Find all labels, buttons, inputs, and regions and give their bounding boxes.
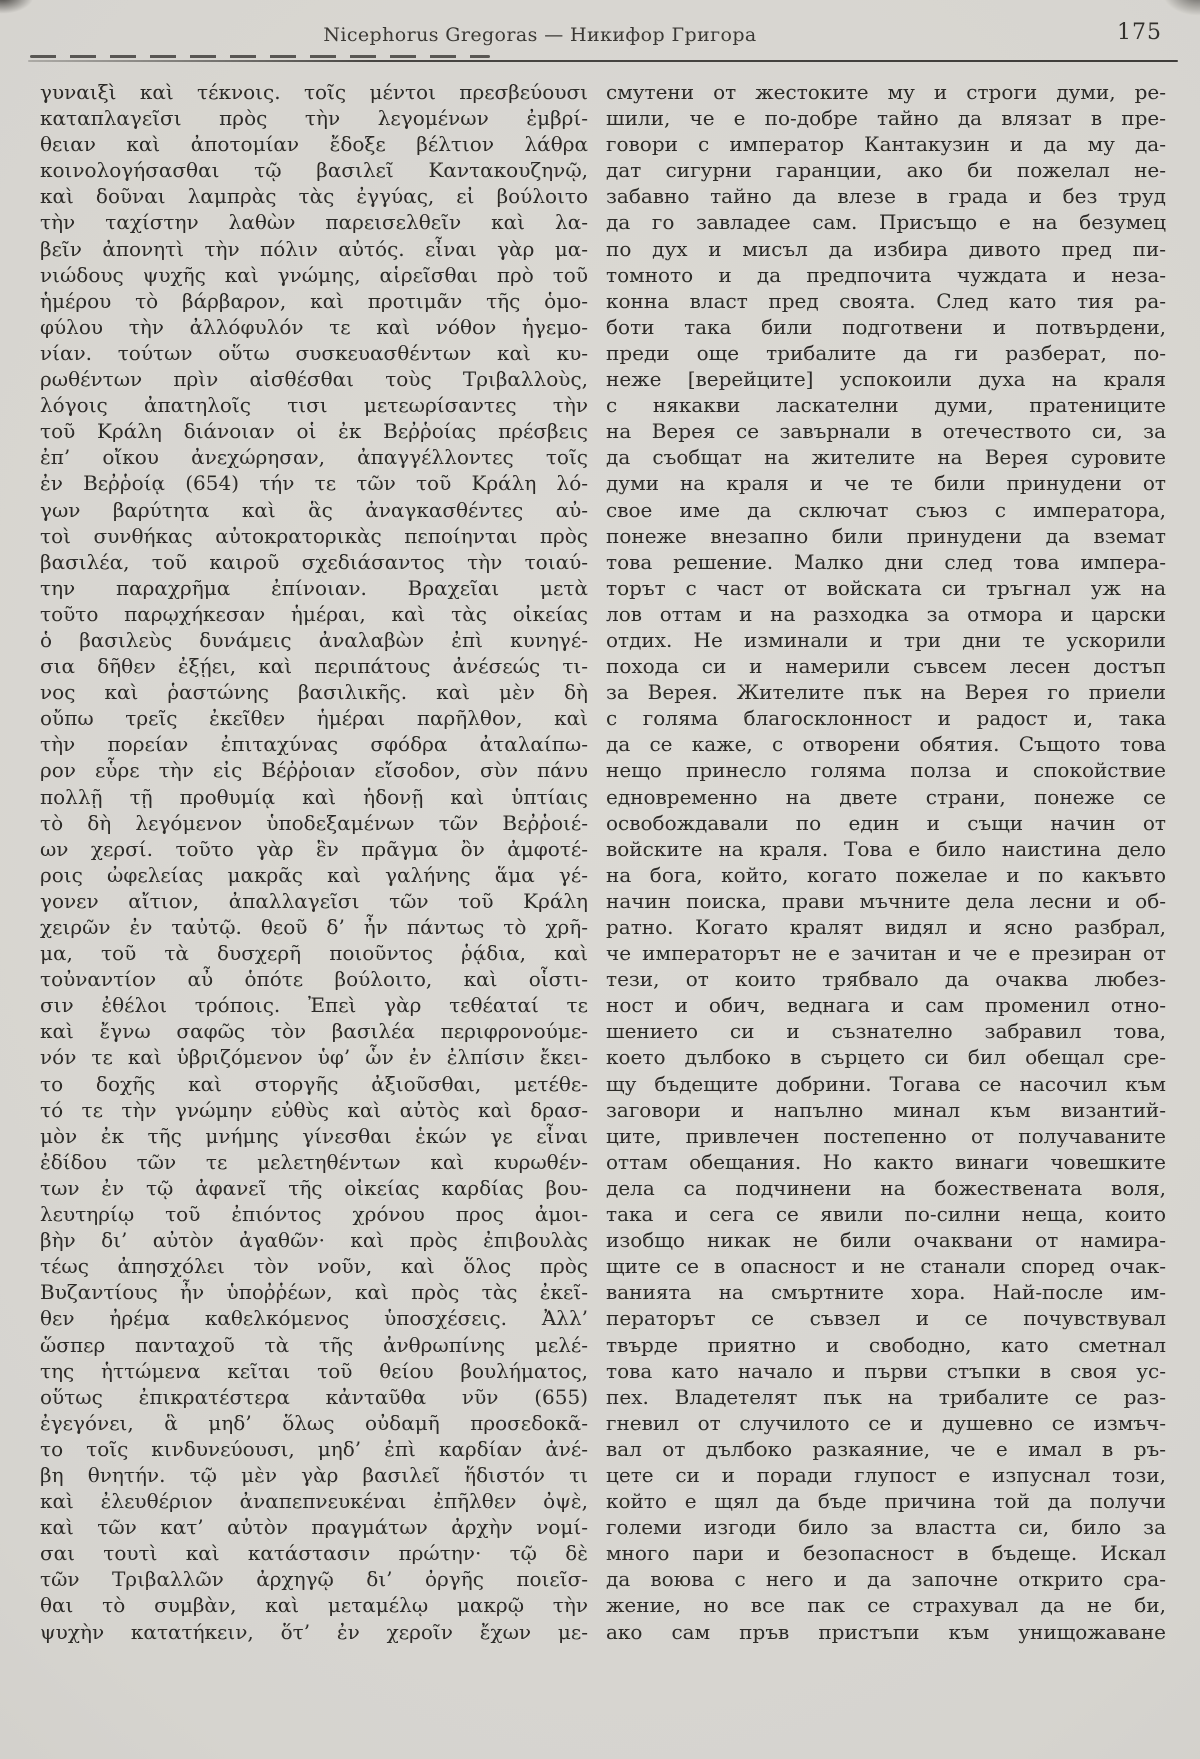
text-line: торът с част от войската си тръгнал уж на xyxy=(606,575,1166,600)
text-line: το δοχῆς καὶ στοργῆς ἀξιοῦσθαι, μετέθε- xyxy=(40,1071,588,1096)
text-line: свое име да сключат съюз с императора, xyxy=(606,497,1166,522)
text-line: λόγοις ἀπατηλοῖς τισι μετεωρίσαντες τὴν xyxy=(40,393,588,418)
text-line: начин поиска, прави мъчните дела лесни и об- xyxy=(606,888,1166,913)
text-line: за Верея. Жителите пък на Верея го приели xyxy=(606,680,1166,705)
text-line: κοινολογήσασθαι τῷ βασιλεῖ Καντακουζηνῷ, xyxy=(40,158,588,183)
text-line: да съобщат на жителите на Верея суровите xyxy=(606,445,1166,470)
text-line: ἐπ’ οἴκου ἀνεχώρησαν, ἀπαγγέλλοντες τοῖς xyxy=(40,445,588,470)
text-line: дела са подчинени на божествената воля, xyxy=(606,1175,1166,1200)
text-line: преди още трибалите да ги разберат, по- xyxy=(606,340,1166,365)
text-line: понеже внезапно били принудени да вземат xyxy=(606,523,1166,548)
page-header xyxy=(0,0,1200,66)
text-line: войските на краля. Това е било наистина дело xyxy=(606,836,1166,861)
text-line: βεῖν ἀπονητὶ τὴν πόλιν αὐτός. εἶναι γὰρ μα- xyxy=(40,236,588,261)
text-line: който е щял да бъде причина той да получи xyxy=(606,1489,1166,1514)
running-title: Nicephorus Gregoras — Никифор Григора xyxy=(323,24,757,46)
text-line: νόν τε καὶ ὑβριζόμενον ὑφ’ ὧν ἐν ἐλπίσιν ἔκει- xyxy=(40,1045,588,1070)
text-line: шили, че е по-добре тайно да влязат в пре- xyxy=(606,106,1166,131)
text-line: καὶ τῶν κατ’ αὐτὸν πραγμάτων ἀρχὴν νομί- xyxy=(40,1515,588,1540)
text-line: шението си и съзнателно забравил това, xyxy=(606,1019,1166,1044)
text-line: τό τε τὴν γνώμην εὐθὺς καὶ αὐτὸς καὶ δρασ- xyxy=(40,1097,588,1122)
text-line: ρον εὗρε τὴν εἰς Βέῤῥοιαν εἴσοδον, σὺν πάνυ xyxy=(40,758,588,783)
text-line: χειρῶν ἐν ταὐτῷ. θεοῦ δ’ ἦν πάντως τὸ χρῆ- xyxy=(40,915,588,939)
text-line: жение, но все пак се страхувал да не би, xyxy=(606,1593,1166,1618)
text-line: ратно. Когато кралят видял и ясно разбрал, xyxy=(606,915,1166,939)
text-line: твърде приятно и свободно, като сметнал xyxy=(606,1332,1166,1357)
text-line: ако сам пръв пристъпи към унищожаване xyxy=(606,1619,1166,1644)
header-rule xyxy=(28,60,1178,62)
text-line: с някакви ласкателни думи, пратениците xyxy=(606,393,1166,418)
text-line: βασιλέα, τοῦ καιροῦ σχεδιάσαντος τὴν τοιαύ- xyxy=(40,549,588,574)
text-line: τῶν Τριβαλλῶν ἀρχηγῷ δι’ ὀργῆς ποιεῖσ- xyxy=(40,1567,588,1592)
text-line: томното и да предпочита чуждата и неза- xyxy=(606,262,1166,287)
text-line: да се каже, с отворени обятия. Същото това xyxy=(606,732,1166,757)
text-line: това решение. Малко дни след това импера- xyxy=(606,549,1166,574)
text-line: това като начало и първи стъпки в своя ус- xyxy=(606,1358,1166,1383)
text-line: καταπλαγεῖσι πρὸς τὴν λεγομένων ἐμβρί- xyxy=(40,106,588,131)
text-line: пех. Владетелят пък на трибалите се раз- xyxy=(606,1384,1166,1409)
header-rule-dashed xyxy=(30,55,490,58)
text-line: тези, от които трябвало да очаква любез- xyxy=(606,967,1166,992)
text-line: ὥσπερ πανταχοῦ τὰ τῆς ἀνθρωπίνης μελέ- xyxy=(40,1332,588,1357)
text-line: по дух и мисъл да избира дивото пред пи- xyxy=(606,236,1166,261)
bulgarian-text-column xyxy=(606,79,1166,1645)
text-line: μα, τοῦ τὰ δυσχερῆ ποιοῦντος ῥᾴδια, καὶ xyxy=(40,941,588,966)
text-line: забавно тайно да влезе в града и без труд xyxy=(606,184,1166,209)
text-line: говори с император Кантакузин и да му да- xyxy=(606,132,1166,157)
text-line: лов оттам и на разходка за отмора и царски xyxy=(606,601,1166,626)
text-line: конна власт пред своята. След като тия ра- xyxy=(606,288,1166,313)
text-line: νίαν. τούτων οὕτω συσκευασθέντων καὶ κυ- xyxy=(40,340,588,365)
text-line: нещо принесло голяма полза и спокойствие xyxy=(606,758,1166,783)
text-line: οὔπω τρεῖς ἐκεῖθεν ἡμέραι παρῆλθον, καὶ xyxy=(40,706,588,731)
text-line: φύλου τὴν ἀλλόφυλόν τε καὶ νόθον ἡγεμο- xyxy=(40,314,588,339)
text-line: гневил от случилото се и душевно се измъч- xyxy=(606,1410,1166,1435)
text-line: заговори и напълно минал към византий- xyxy=(606,1097,1166,1122)
text-line: боти така били подготвени и потвърдени, xyxy=(606,314,1166,339)
text-line: цете си и поради глупост е изпуснал този, xyxy=(606,1462,1166,1487)
text-line: τοὶ συνθήκας αὐτοκρατορικὰς πεποίηνται πρὸς xyxy=(40,523,588,548)
text-line: τὸ δὴ λεγόμενον ὑποδεξαμένων τῶν Βεῤῥοιέ- xyxy=(40,810,588,835)
text-line: σια δῆθεν ἐξῄει, καὶ περιπάτους ἀνέσεώς τι- xyxy=(40,654,588,679)
text-line: ност и обич, веднага и сам променил отно- xyxy=(606,993,1166,1018)
text-line: много пари и безопасност в бъдеще. Искал xyxy=(606,1541,1166,1566)
text-line: с голяма благосклонност и радост и, така xyxy=(606,706,1166,731)
text-line: θαι τὸ συμβὰν, καὶ μεταμέλῳ μακρῷ τὴν xyxy=(40,1593,588,1618)
text-line: ροις ὠφελείας μακρᾶς καὶ γαλήνης ἅμα γέ- xyxy=(40,862,588,887)
text-line: θειαν καὶ ἀποτομίαν ἔδοξε βέλτιον λάθρα xyxy=(40,132,588,157)
text-line: смутени от жестоките му и строги думи, ре- xyxy=(606,80,1166,104)
text-line: ἡμέρου τὸ βάρβαρον, καὶ προτιμᾶν τῆς ὁμο- xyxy=(40,288,588,313)
text-line: Βυζαντίους ἦν ὑποῤῥέων, καὶ πρὸς τὰς ἐκεῖ- xyxy=(40,1280,588,1305)
text-line: καὶ δοῦναι λαμπρὰς τὰς ἐγγύας, εἰ βούλοιτο xyxy=(40,184,588,209)
text-line: τοὐναντίον αὖ ὁπότε βούλοιτο, καὶ οἷστι- xyxy=(40,967,588,992)
text-line: μὸν ἐκ τῆς μνήμης γίνεσθαι ἑκών γε εἶναι xyxy=(40,1123,588,1148)
text-line: освобождавали по един и същи начин от xyxy=(606,810,1166,835)
text-line: οὕτως ἐπικρατέστερα κἀνταῦθα νῦν (655) xyxy=(40,1384,588,1409)
text-line: да го завладее сам. Присъщо е на безумец xyxy=(606,210,1166,235)
text-line: γυναιξὶ καὶ τέκνοις. τοῖς μέντοι πρεσβεύουσι xyxy=(40,80,588,104)
text-line: че императорът не е зачитан и че е презиран от xyxy=(606,941,1166,966)
text-line: τὴν πορείαν ἐπιταχύνας σφόδρα ἀταλαίπω- xyxy=(40,732,588,757)
text-line: καὶ ἐλευθέριον ἀναπεπνευκέναι ἐπῆλθεν ὀψὲ, xyxy=(40,1489,588,1514)
text-line: на бога, който, когато пожелае и по какъвто xyxy=(606,862,1166,887)
text-line: ците, привлечен постепенно от получаваните xyxy=(606,1123,1166,1148)
text-line: оттам обещания. Но както винаги човешките xyxy=(606,1149,1166,1174)
text-line: големи изгоди било за властта си, било за xyxy=(606,1515,1166,1540)
text-line: ψυχὴν κατατήκειν, ὅτ’ ἐν χεροῖν ἔχων με- xyxy=(40,1619,588,1644)
text-line: ὁ βασιλεὺς δυνάμεις ἀναλαβὼν ἐπὶ κυνηγέ- xyxy=(40,627,588,652)
text-line: σιν ἐθέλοι τρόποις. Ἐπεὶ γὰρ τεθέαταί τε xyxy=(40,993,588,1018)
text-line: των ἐν τῷ ἀφανεῖ τῆς οἰκείας καρδίας βου- xyxy=(40,1175,588,1200)
text-line: вал от дълбоко разкаяние, че е имал в ръ- xyxy=(606,1436,1166,1461)
greek-text-column xyxy=(40,79,588,1645)
text-line: което дълбоко в сърцето си бил обещал сре- xyxy=(606,1045,1166,1070)
text-line: да воюва с него и да започне открито сра- xyxy=(606,1567,1166,1592)
text-line: σαι τουτὶ καὶ κατάστασιν πρώτην· τῷ δὲ xyxy=(40,1541,588,1566)
page-number: 175 xyxy=(1117,20,1162,45)
text-line: τοῦτο παρῳχήκεσαν ἡμέραι, καὶ τὰς οἰκείας xyxy=(40,601,588,626)
text-line: ἐδίδου τῶν τε μελετηθέντων καὶ κυρωθέν- xyxy=(40,1149,588,1174)
text-line: νιώδους ψυχῆς καὶ γνώμης, αἱρεῖσθαι πρὸ τοῦ xyxy=(40,262,588,287)
text-line: βὴν δι’ αὐτὸν ἀγαθῶν· καὶ πρὸς ἐπιβουλὰς xyxy=(40,1228,588,1253)
text-line: ванията на смъртните хора. Най-после им- xyxy=(606,1280,1166,1305)
text-line: το τοῖς κινδυνεύουσι, μηδ’ ἐπὶ καρδίαν ἀνέ- xyxy=(40,1436,588,1461)
text-line: τὴν ταχίστην λαθὼν παρεισελθεῖν καὶ λα- xyxy=(40,210,588,235)
text-line: щите се в опасност и не станали според очак- xyxy=(606,1254,1166,1279)
text-line: ἐγεγόνει, ἃ μηδ’ ὅλως οὐδαμῆ προσεδοκᾶ- xyxy=(40,1410,588,1435)
text-line: γων βαρύτητα καὶ ἃς ἀναγκασθέντες αὐ- xyxy=(40,497,588,522)
text-line: думи на краля и че те били принудени от xyxy=(606,471,1166,496)
text-line: неже [верейците] успокоили духа на краля xyxy=(606,367,1166,392)
text-line: отдих. Не изминали и три дни те ускорили xyxy=(606,627,1166,652)
text-line: γονεν αἴτιον, ἀπαλλαγεῖσι τῶν τοῦ Κράλη xyxy=(40,888,588,913)
text-line: τοῦ Κράλη διάνοιαν οἱ ἐκ Βεῤῥοίας πρέσβεις xyxy=(40,419,588,444)
text-line: ἐν Βεῤῥοίᾳ (654) τήν τε τῶν τοῦ Κράλη λό- xyxy=(40,471,588,496)
text-line: τέως ἀπησχόλει τὸν νοῦν, καὶ ὅλος πρὸς xyxy=(40,1254,588,1279)
text-line: πολλῇ τῇ προθυμίᾳ καὶ ἡδονῇ καὶ ὑπτίαις xyxy=(40,784,588,809)
text-line: на Верея се завърнали в отечеството си, за xyxy=(606,419,1166,444)
text-line: ων χερσί. τοῦτο γὰρ ἓν πρᾶγμα ὂν ἀμφοτέ- xyxy=(40,836,588,861)
text-line: изобщо никак не били очаквани от намира- xyxy=(606,1228,1166,1253)
text-line: καὶ ἔγνω σαφῶς τὸν βασιλέα περιφρονούμε- xyxy=(40,1019,588,1044)
text-line: така и сега се явили по-силни неща, които xyxy=(606,1202,1166,1227)
text-line: дат сигурни гаранции, ако би пожелал не- xyxy=(606,158,1166,183)
text-line: ператорът се съвзел и се почувствувал xyxy=(606,1306,1166,1331)
text-line: την παραχρῆμα ἐπίνοιαν. Βραχεῖαι μετὰ xyxy=(40,575,588,600)
text-line: щу бъдещите добрини. Тогава се насочил към xyxy=(606,1071,1166,1096)
text-line: θεν ἠρέμα καθελκόμενος ὑποσχέσεις. Ἀλλ’ xyxy=(40,1306,588,1331)
text-line: νος καὶ ῥαστώνης βασιλικῆς. καὶ μὲν δὴ xyxy=(40,680,588,705)
text-line: ρωθέντων πρὶν αἰσθέσθαι τοὺς Τριβαλλοὺς, xyxy=(40,367,588,392)
two-column-text xyxy=(40,79,1166,1645)
text-line: βη θνητήν. τῷ μὲν γὰρ βασιλεῖ ἥδιστόν τι xyxy=(40,1462,588,1487)
text-line: похода си и намерили съвсем лесен достъп xyxy=(606,654,1166,679)
text-line: едновременно на двете страни, понеже се xyxy=(606,784,1166,809)
text-line: λευτηρίῳ τοῦ ἐπιόντος χρόνου προς ἀμοι- xyxy=(40,1202,588,1227)
text-line: της ἡττώμενα κεῖται τοῦ θείου βουλήματος, xyxy=(40,1358,588,1383)
